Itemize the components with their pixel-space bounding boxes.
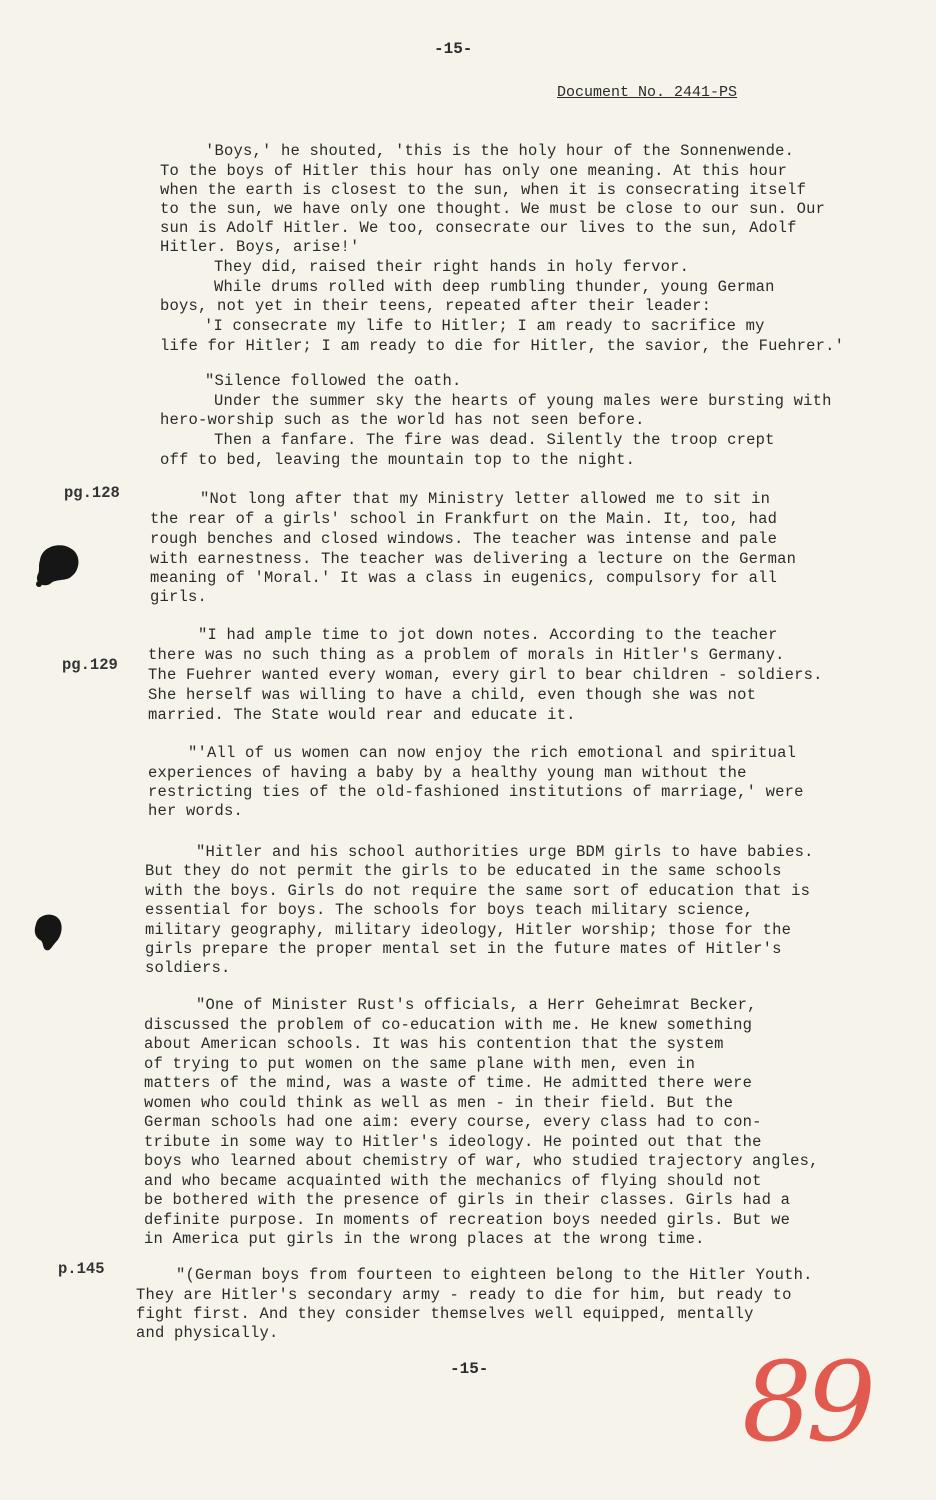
text-line: They did, raised their right hands in holy fervor. — [214, 258, 690, 276]
text-line: and who became acquainted with the mechanics of flying should not — [144, 1172, 762, 1190]
text-line: The Fuehrer wanted every woman, every girl to bear children - soldiers. — [148, 666, 823, 684]
margin-note-pg128: pg.128 — [64, 484, 120, 502]
text-line: girls. — [150, 588, 208, 606]
text-line: definite purpose. In moments of recreation boys needed girls. But we — [144, 1211, 791, 1229]
text-line: "(German boys from fourteen to eighteen belong to the Hitler Youth. — [176, 1266, 813, 1284]
text-line: with earnestness. The teacher was delivering a lecture on the German — [150, 550, 797, 568]
text-line: rough benches and closed windows. The teacher was intense and pale — [150, 530, 778, 548]
text-line: life for Hitler; I am ready to die for Hitler, the savior, the Fuehrer.' — [160, 337, 845, 355]
text-line: But they do not permit the girls to be educated in the same schools — [145, 862, 782, 880]
text-line: boys who learned about chemistry of war, who studied trajectory angles, — [144, 1152, 819, 1170]
text-line: and physically. — [136, 1324, 279, 1342]
text-line: "One of Minister Rust's officials, a Herr Geheimrat Becker, — [196, 996, 757, 1014]
text-line: fight first. And they consider themselves well equipped, mentally — [136, 1305, 754, 1323]
text-line: Hitler. Boys, arise!' — [160, 238, 360, 256]
text-line: hero-worship such as the world has not seen before. — [160, 411, 645, 429]
text-line: off to bed, leaving the mountain top to the night. — [160, 451, 636, 469]
text-line: "I had ample time to jot down notes. According to the teacher — [198, 626, 778, 644]
text-line: soldiers. — [145, 959, 231, 977]
text-line: to the sun, we have only one thought. We must be close to our sun. Our — [160, 200, 826, 218]
ink-blot-lower — [28, 910, 68, 954]
text-line: "Silence followed the oath. — [205, 372, 462, 390]
text-line: 'I consecrate my life to Hitler; I am ready to sacrifice my — [204, 317, 765, 335]
text-line: tribute in some way to Hitler's ideology. He pointed out that the — [144, 1133, 762, 1151]
text-line: married. The State would rear and educate it. — [148, 706, 576, 724]
text-line: Under the summer sky the hearts of young males were bursting with — [214, 392, 832, 410]
text-line: of trying to put women on the same plane with men, even in — [144, 1055, 696, 1073]
text-line: German schools had one aim: every course, every class had to con- — [144, 1113, 762, 1131]
text-line: boys, not yet in their teens, repeated after their leader: — [160, 297, 712, 315]
text-line: be bothered with the presence of girls in their classes. Girls had a — [144, 1191, 791, 1209]
text-line: discussed the problem of co-education with me. He knew something — [144, 1016, 753, 1034]
text-line: about American schools. It was his contention that the system — [144, 1035, 724, 1053]
text-line: "'All of us women can now enjoy the rich emotional and spiritual — [188, 744, 797, 762]
folio-number: 89 — [742, 1338, 870, 1466]
text-line: "Not long after that my Ministry letter allowed me to sit in — [200, 490, 771, 508]
text-line: meaning of 'Moral.' It was a class in eugenics, compulsory for all — [150, 569, 778, 587]
text-line: experiences of having a baby by a healthy young man without the — [148, 764, 747, 782]
text-line: with the boys. Girls do not require the same sort of education that is — [145, 882, 811, 900]
text-line: While drums rolled with deep rumbling thunder, young German — [214, 278, 775, 296]
text-line: Then a fanfare. The fire was dead. Silently the troop crept — [214, 431, 775, 449]
page-number-bottom: -15- — [450, 1360, 489, 1378]
text-line: "Hitler and his school authorities urge BDM girls to have babies. — [196, 843, 814, 861]
text-line: matters of the mind, was a waste of time. He admitted there were — [144, 1074, 753, 1092]
document-number: Document No. 2441-PS — [557, 84, 738, 101]
text-line: women who could think as well as men - in their field. But the — [144, 1094, 734, 1112]
text-line: there was no such thing as a problem of morals in Hitler's Germany. — [148, 646, 785, 664]
text-line: They are Hitler's secondary army - ready to die for him, but ready to — [136, 1286, 792, 1304]
page-number-top: -15- — [434, 40, 473, 58]
text-line: the rear of a girls' school in Frankfurt on the Main. It, too, had — [150, 510, 778, 528]
text-line: essential for boys. The schools for boys teach military science, — [145, 901, 754, 919]
text-line: when the earth is closest to the sun, when it is consecrating itself — [160, 181, 807, 199]
text-line: in America put girls in the wrong places at the wrong time. — [144, 1230, 705, 1248]
margin-note-pg129: pg.129 — [62, 656, 118, 674]
text-line: girls prepare the proper mental set in the future mates of Hitler's — [145, 940, 782, 958]
margin-note-p145: p.145 — [58, 1260, 105, 1278]
text-line: To the boys of Hitler this hour has only one meaning. At this hour — [160, 162, 788, 180]
ink-blot-upper — [30, 540, 86, 590]
text-line: sun is Adolf Hitler. We too, consecrate our lives to the sun, Adolf — [160, 219, 797, 237]
text-line: She herself was willing to have a child, even though she was not — [148, 686, 757, 704]
text-line: military geography, military ideology, Hitler worship; those for the — [145, 921, 792, 939]
text-line: 'Boys,' he shouted, 'this is the holy hour of the Sonnenwende. — [205, 142, 795, 160]
text-line: her words. — [148, 802, 244, 820]
text-line: restricting ties of the old-fashioned institutions of marriage,' were — [148, 783, 804, 801]
